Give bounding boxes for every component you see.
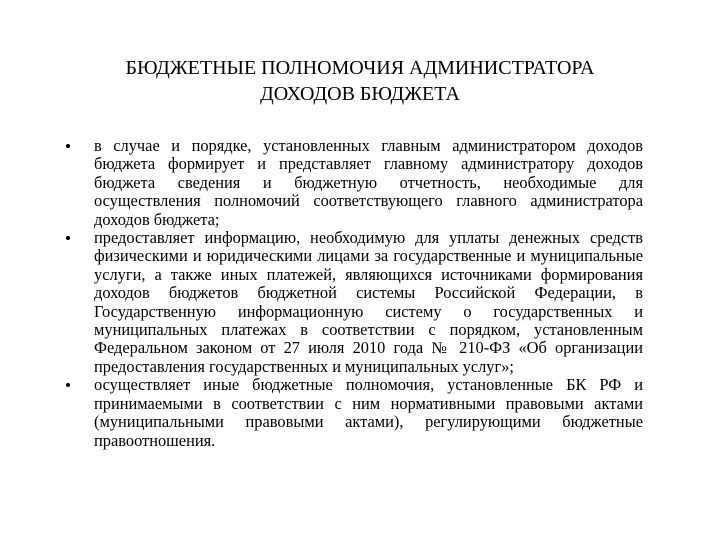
list-item-text: осуществляет иные бюджетные полномочия, установленные БК РФ и принимаемыми в соответствии с ним нормативными правовыми актами (муниципальными правовыми актами), регулирующими бюджетные правоотношения. xyxy=(94,375,643,450)
bullet-icon xyxy=(66,383,70,387)
slide-title-line-2: ДОХОДОВ БЮДЖЕТА xyxy=(260,83,460,105)
slide-title xyxy=(40,55,680,107)
list-item-text: предоставляет информацию, необходимую для уплаты денежных средств физическими и юридическими лицами за государственные и муниципальные услуги, а также иных платежей, являющихся источниками формирования доходов бюджетов бюджетной системы Российской Федерации, в Государственную информационную систему о государственных и муниципальных платежах в соответствии с порядком, установленным Федеральном законом от 27 июля 2010 года № 210-ФЗ «Об организации предоставления государственных и муниципальных услуг»; xyxy=(94,228,643,376)
list-item xyxy=(57,229,643,376)
bullet-list xyxy=(57,137,643,450)
list-item xyxy=(57,376,643,450)
bullet-icon xyxy=(66,144,70,148)
list-item xyxy=(57,137,643,229)
slide-title-line-1: БЮДЖЕТНЫЕ ПОЛНОМОЧИЯ АДМИНИСТРАТОРА xyxy=(125,57,595,79)
bullet-icon xyxy=(66,236,70,240)
list-item-text: в случае и порядке, установленных главным администратором доходов бюджета формирует и представляет главному администратору доходов бюджета сведения и бюджетную отчетность, необходимые для осуществления полномочий соответствующего главного администратора доходов бюджета; xyxy=(94,136,643,229)
